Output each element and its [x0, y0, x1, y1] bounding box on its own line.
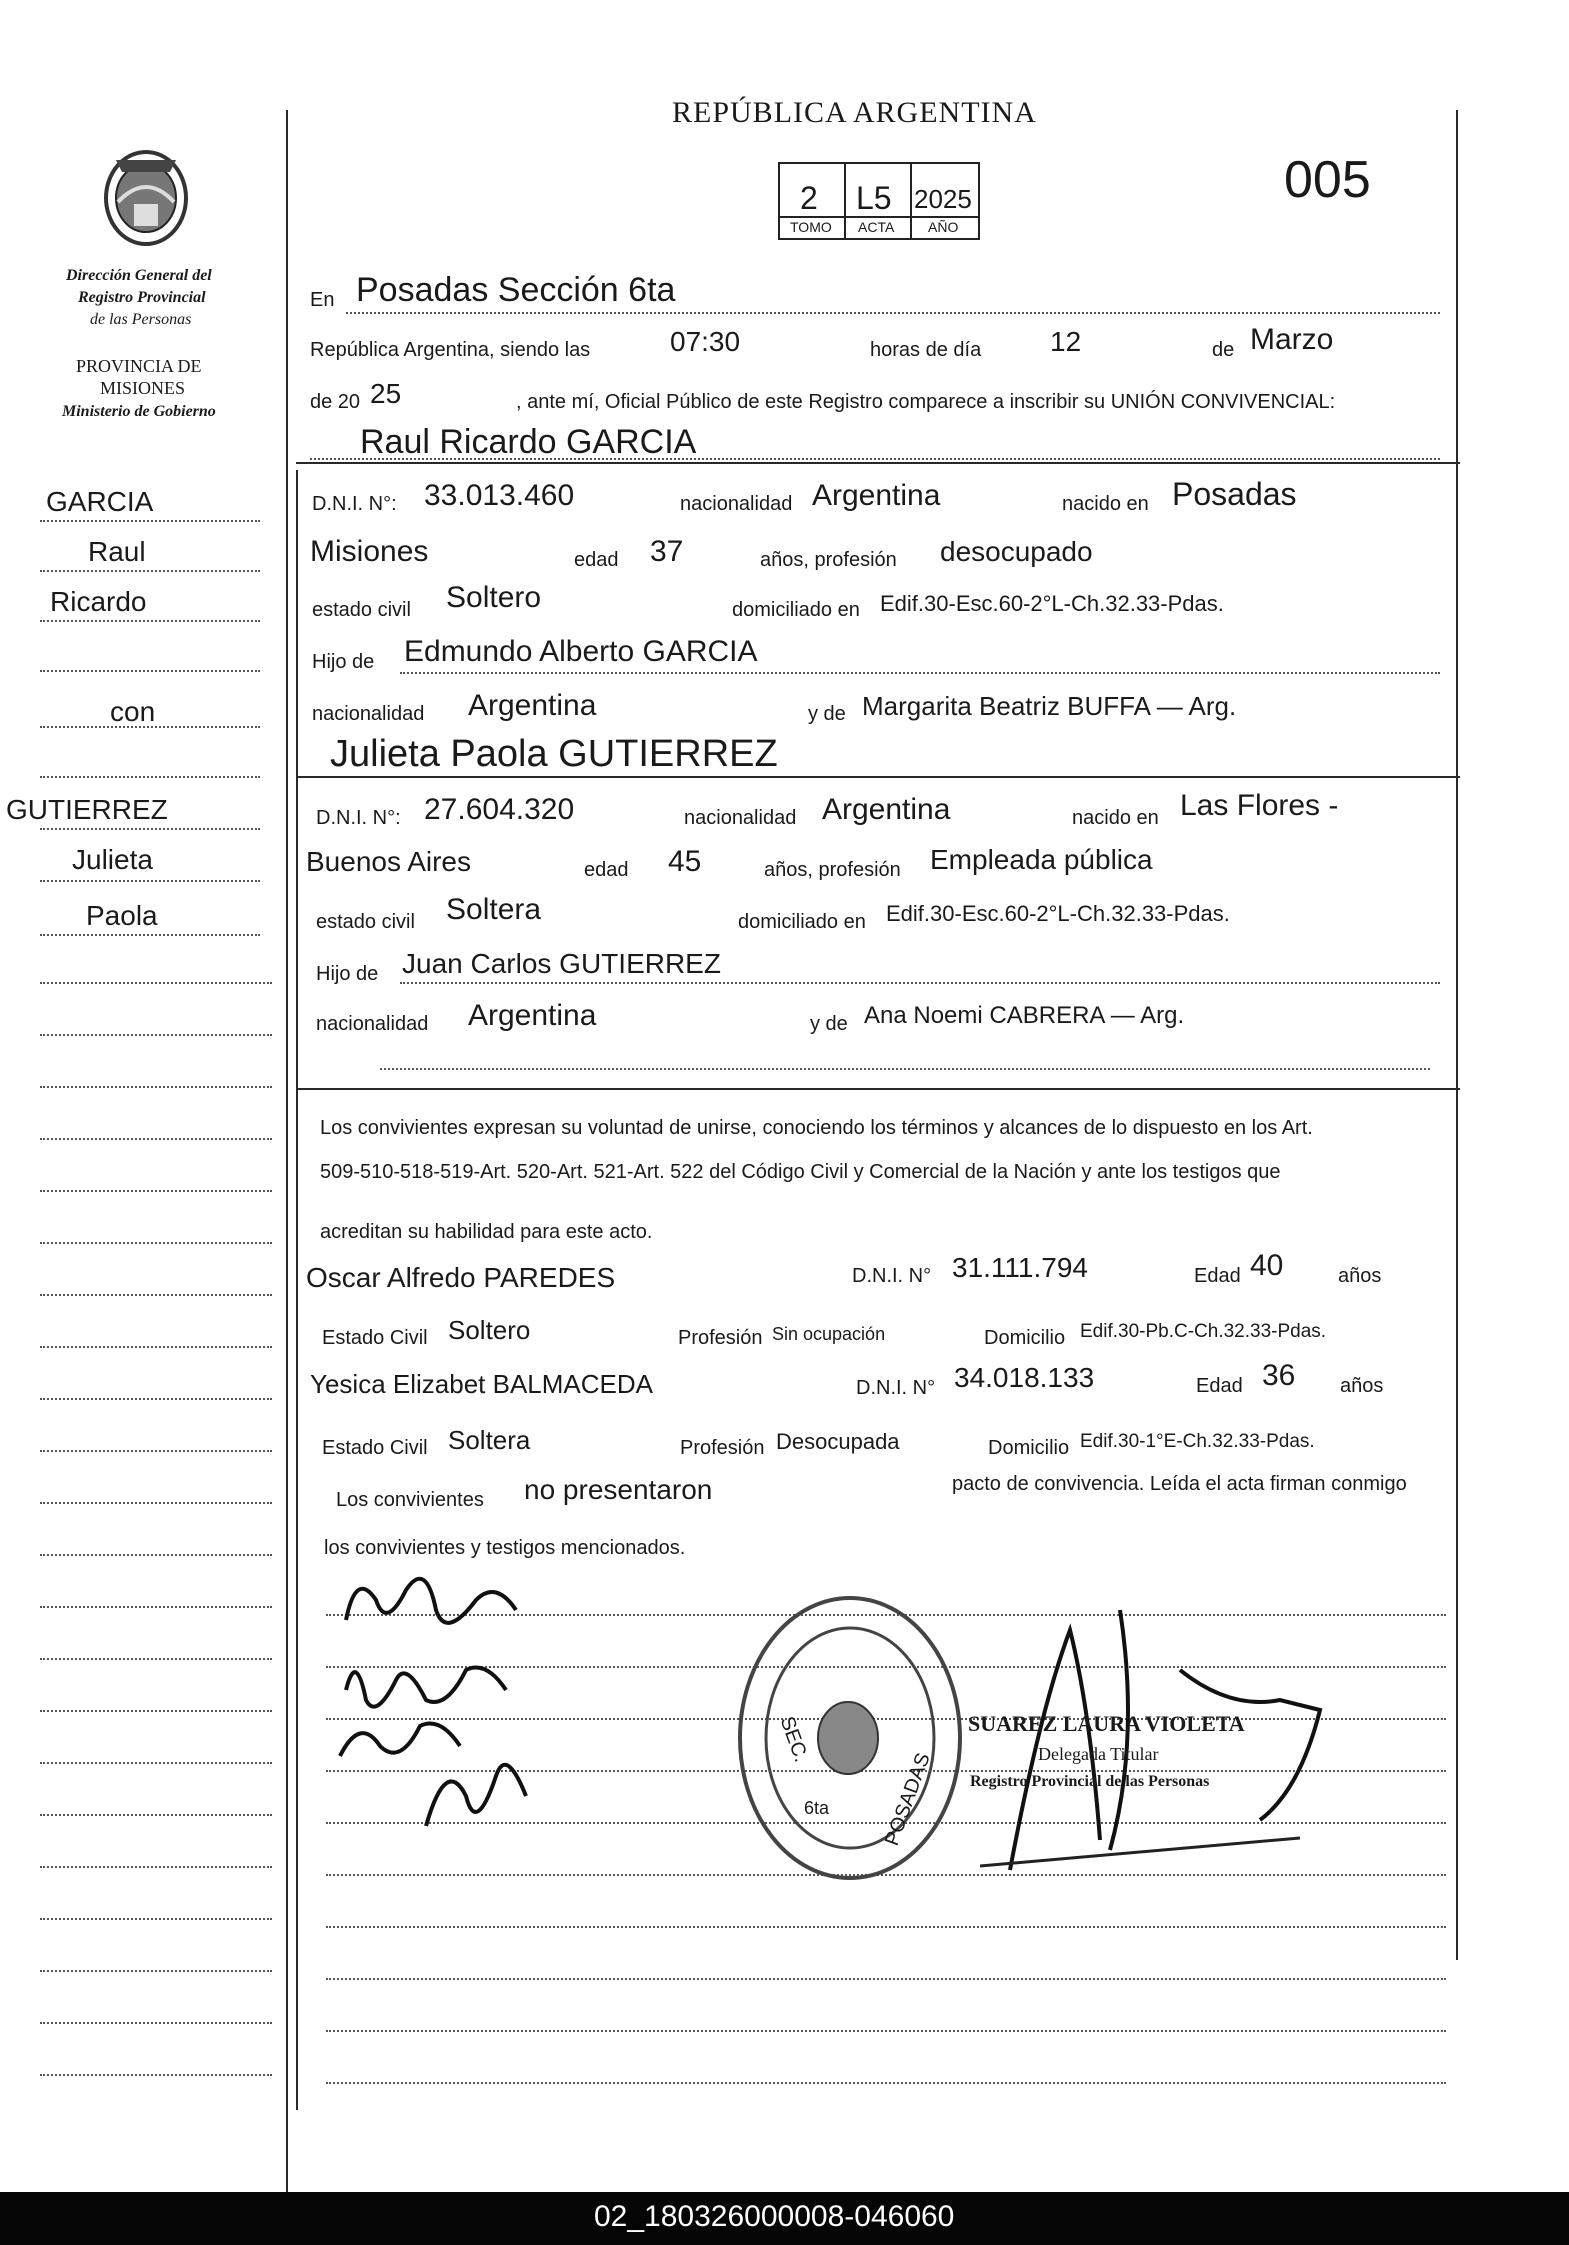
intro-line3-b: , ante mí, Oficial Público de este Registro comparece a inscribir su UNIÓN CONVIVENCIAL:	[516, 391, 1336, 413]
p2-edad: 45	[668, 845, 702, 878]
margin-dots-s	[40, 1918, 272, 1920]
p1-nacido-label: nacido en	[1062, 493, 1149, 515]
margin-dots-1	[40, 520, 260, 522]
p1-yde-label: y de	[808, 703, 846, 725]
p2-dni-label: D.N.I. N°:	[316, 807, 401, 829]
legal-line-2: 509-510-518-519-Art. 520-Art. 521-Art. 522 del Código Civil y Comercial de la Nación y ante los testigos que	[320, 1161, 1281, 1183]
p1-dom: Edif.30-Esc.60-2°L-Ch.32.33-Pdas.	[880, 591, 1224, 616]
margin-dots-i	[40, 1398, 272, 1400]
agency-line-4: PROVINCIA DE	[76, 356, 202, 376]
p2-nacp-label: nacionalidad	[316, 1013, 429, 1035]
tomo-acta-box	[778, 162, 980, 240]
left-inner-line	[296, 470, 298, 2110]
margin-dots-g	[40, 1294, 272, 1296]
closing-a: Los convivientes	[336, 1489, 484, 1511]
w2-edad-label: Edad	[1196, 1375, 1243, 1397]
p2-nac: Argentina	[822, 793, 951, 826]
provincial-emblem	[96, 142, 196, 250]
margin-dots-b	[40, 1034, 272, 1036]
anio-label: AÑO	[928, 219, 959, 235]
margin-dots-l	[40, 1554, 272, 1556]
margin-name-3: Ricardo	[50, 586, 147, 617]
legal-line-1: Los convivientes expresan su voluntad de unirse, conociendo los términos y alcances de lo dispuesto en los Art.	[320, 1117, 1313, 1139]
w1-civil-label: Estado Civil	[322, 1327, 428, 1349]
margin-dots-c	[40, 1086, 272, 1088]
p1-prof: desocupado	[940, 536, 1093, 567]
margin-dots-o	[40, 1710, 272, 1712]
acta-label: ACTA	[858, 219, 895, 235]
w2-dom: Edif.30-1°E-Ch.32.33-Pdas.	[1080, 1431, 1315, 1452]
margin-name-5: GUTIERREZ	[6, 794, 168, 825]
closing-pacto: no presentaron	[524, 1474, 713, 1505]
divider-2	[296, 776, 1460, 778]
margin-dots-8	[40, 880, 260, 882]
margin-dots-7	[40, 828, 260, 830]
p2-civil: Soltera	[446, 893, 542, 926]
w1-dom: Edif.30-Pb.C-Ch.32.33-Pdas.	[1080, 1321, 1327, 1342]
signature-1	[336, 1560, 536, 1655]
p2-madre: Ana Noemi CABRERA — Arg.	[864, 1002, 1185, 1029]
agency-line-5: MISIONES	[100, 378, 186, 398]
en-dots	[346, 312, 1440, 314]
w2-prof: Desocupada	[776, 1429, 900, 1454]
margin-dots-d	[40, 1138, 272, 1140]
intro-line2-b: horas de día	[870, 339, 982, 361]
p1-nacp-label: nacionalidad	[312, 703, 425, 725]
hora-value: 07:30	[670, 326, 741, 357]
w1-edad: 40	[1250, 1249, 1284, 1282]
margin-dots-3	[40, 620, 260, 622]
agency-line-1: Dirección General del	[66, 267, 212, 284]
p1-civil-label: estado civil	[312, 599, 411, 621]
anio2-value: 25	[370, 378, 402, 409]
p2-nacido: Las Flores -	[1180, 789, 1339, 822]
closing-c: los convivientes y testigos mencionados.	[324, 1537, 686, 1559]
left-frame-line	[286, 110, 288, 2192]
w2-anios-label: años	[1340, 1375, 1384, 1397]
en-label: En	[310, 289, 335, 311]
divider-1	[296, 462, 1460, 464]
margin-dots-n	[40, 1658, 272, 1660]
w1-dni: 31.111.794	[952, 1252, 1088, 1283]
legal-line-3: acreditan su habilidad para este acto.	[320, 1221, 653, 1243]
agency-line-3: de las Personas	[90, 311, 192, 328]
divider-3	[296, 1088, 1460, 1090]
p1-edad: 37	[650, 535, 684, 568]
w2-civil-label: Estado Civil	[322, 1437, 428, 1459]
p1-nacido2: Misiones	[310, 535, 429, 568]
p2-prof-label: años, profesión	[764, 859, 901, 881]
margin-dots-5	[40, 726, 260, 728]
w2-dni: 34.018.133	[954, 1362, 1095, 1393]
margin-dots-m	[40, 1606, 272, 1608]
p1-conyuge: Julieta Paola GUTIERREZ	[330, 733, 778, 775]
p1-dni-label: D.N.I. N°:	[312, 493, 397, 515]
agency-line-6: Ministerio de Gobierno	[62, 403, 216, 420]
seal-sec: SEC.	[775, 1713, 813, 1766]
w2-edad: 36	[1262, 1359, 1296, 1392]
margin-name-1: GARCIA	[46, 486, 154, 517]
margin-dots-r	[40, 1866, 272, 1868]
w1-dni-label: D.N.I. N°	[852, 1265, 932, 1287]
seal-num: 6ta	[804, 1798, 830, 1818]
w2-prof-label: Profesión	[680, 1437, 765, 1459]
tomo-value: 2	[800, 180, 818, 216]
w1-prof: Sin ocupación	[772, 1324, 886, 1344]
margin-dots-2	[40, 570, 260, 572]
anio-value: 2025	[914, 184, 972, 214]
right-frame-line	[1456, 110, 1458, 1960]
w1-civil: Soltero	[448, 1315, 531, 1345]
margin-dots-6	[40, 776, 260, 778]
signature-4	[406, 1736, 546, 1851]
margin-dots-f	[40, 1242, 272, 1244]
w2-dni-label: D.N.I. N°	[856, 1377, 936, 1399]
p2-civil-label: estado civil	[316, 911, 415, 933]
p2-prof: Empleada pública	[930, 844, 1153, 875]
margin-dots-u	[40, 2022, 272, 2024]
w1-name: Oscar Alfredo PAREDES	[306, 1262, 616, 1293]
official-seal	[730, 1588, 970, 1888]
w1-prof-label: Profesión	[678, 1327, 763, 1349]
p2-blank-dots	[380, 1068, 1430, 1070]
p2-dni: 27.604.320	[424, 793, 575, 826]
official-name: SUAREZ LAURA VIOLETA	[968, 1711, 1245, 1736]
margin-dots-p	[40, 1762, 272, 1764]
dia-value: 12	[1050, 326, 1082, 357]
p2-edad-label: edad	[584, 859, 629, 881]
en-value: Posadas Sección 6ta	[356, 271, 676, 309]
p2-hijo-label: Hijo de	[316, 963, 379, 985]
w2-name: Yesica Elizabet BALMACEDA	[310, 1369, 653, 1399]
sig-line-7	[326, 1926, 1446, 1928]
footer-code: 02_180326000008-046060	[594, 2200, 955, 2233]
p2-padre: Juan Carlos GUTIERREZ	[402, 948, 721, 979]
agency-line-2: Registro Provincial	[78, 289, 206, 306]
margin-dots-e	[40, 1190, 272, 1192]
acta-value: L5	[856, 180, 892, 216]
seal-city: POSADAS	[881, 1750, 935, 1849]
w1-dom-label: Domicilio	[984, 1327, 1066, 1349]
intro-line2-c: de	[1212, 339, 1235, 361]
margin-dots-q	[40, 1814, 272, 1816]
p2-yde-label: y de	[810, 1013, 848, 1035]
official-org: Registro Provincial de las Personas	[970, 1773, 1210, 1790]
p2-padre-dots	[400, 982, 1440, 984]
page-number: 005	[1284, 151, 1371, 209]
p2-nacido2: Buenos Aires	[306, 846, 471, 877]
persona-dots	[310, 458, 1440, 460]
margin-dots-a	[40, 982, 272, 984]
margin-name-6: Julieta	[72, 844, 153, 875]
intro-line3-a: de 20	[310, 391, 361, 413]
p2-nacido-label: nacido en	[1072, 807, 1159, 829]
margin-dots-9	[40, 934, 260, 936]
w1-edad-label: Edad	[1194, 1265, 1241, 1287]
p1-hijo-label: Hijo de	[312, 651, 375, 673]
document-title: REPÚBLICA ARGENTINA	[672, 96, 1037, 129]
intro-line2-a: República Argentina, siendo las	[310, 339, 591, 361]
closing-b: pacto de convivencia. Leída el acta firman conmigo	[952, 1473, 1407, 1495]
p1-dni: 33.013.460	[424, 479, 575, 512]
p1-padre-dots	[400, 672, 1440, 674]
margin-dots-k	[40, 1502, 272, 1504]
persona-1-name: Raul Ricardo GARCIA	[360, 423, 697, 461]
margin-name-4: con	[110, 696, 156, 727]
official-role: Delegada Titular	[1038, 1744, 1159, 1764]
p1-nacido: Posadas	[1172, 476, 1297, 512]
sig-line-9	[326, 2030, 1446, 2032]
p1-nac: Argentina	[812, 479, 941, 512]
p1-civil: Soltero	[446, 581, 542, 614]
margin-name-7: Paola	[86, 900, 158, 931]
margin-dots-j	[40, 1450, 272, 1452]
p2-dom-label: domiciliado en	[738, 911, 866, 933]
margin-dots-v	[40, 2074, 272, 2076]
tomo-label: TOMO	[790, 219, 832, 235]
w1-anios-label: años	[1338, 1265, 1382, 1287]
margin-name-2: Raul	[88, 536, 146, 567]
sig-line-10	[326, 2082, 1446, 2084]
p2-nacp: Argentina	[468, 999, 597, 1032]
margin-dots-4	[40, 670, 260, 672]
p1-padre: Edmundo Alberto GARCIA	[404, 635, 758, 668]
p1-madre: Margarita Beatriz BUFFA — Arg.	[862, 691, 1237, 721]
mes-value: Marzo	[1250, 323, 1334, 356]
margin-dots-t	[40, 1970, 272, 1972]
p1-nacp: Argentina	[468, 689, 597, 722]
p1-edad-label: edad	[574, 549, 619, 571]
sig-line-8	[326, 1978, 1446, 1980]
p2-nac-label: nacionalidad	[684, 807, 797, 829]
w2-dom-label: Domicilio	[988, 1437, 1070, 1459]
p1-prof-label: años, profesión	[760, 549, 897, 571]
p1-dom-label: domiciliado en	[732, 599, 860, 621]
signature-official	[980, 1590, 1340, 1895]
p2-dom: Edif.30-Esc.60-2°L-Ch.32.33-Pdas.	[886, 901, 1230, 926]
p1-nac-label: nacionalidad	[680, 493, 793, 515]
margin-dots-h	[40, 1346, 272, 1348]
w2-civil: Soltera	[448, 1425, 531, 1455]
